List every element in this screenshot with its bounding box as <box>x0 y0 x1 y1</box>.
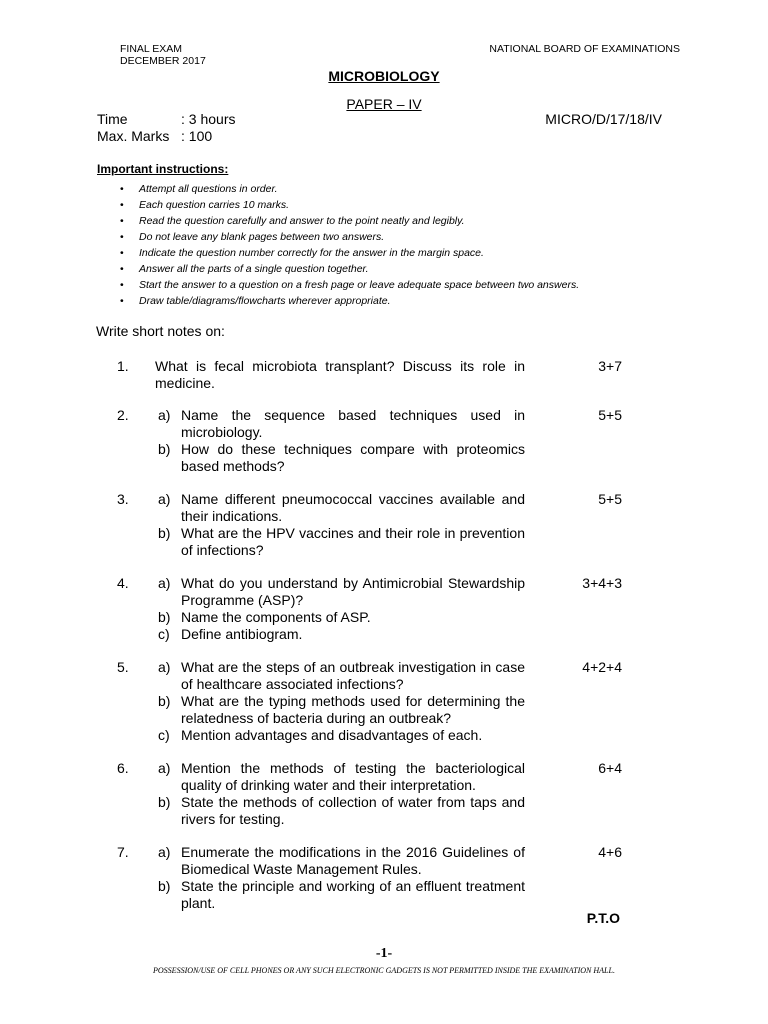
time-marks-block <box>97 111 235 145</box>
question-number: 1. <box>117 358 129 374</box>
question-part <box>155 727 525 744</box>
question-part <box>155 659 525 693</box>
part-text: Name the sequence based techniques used in microbiology. <box>181 407 525 440</box>
part-text: Name different pneumococcal vaccines available and their indications. <box>181 491 525 524</box>
instruction-item <box>120 215 579 231</box>
question-part <box>155 407 525 441</box>
exam-meta <box>120 43 206 67</box>
question-body <box>155 407 525 475</box>
part-label: b) <box>158 693 171 709</box>
question-part <box>155 693 525 727</box>
write-notes-heading: Write short notes on: <box>96 323 225 339</box>
instruction-item <box>120 247 579 263</box>
question-body <box>155 760 525 828</box>
part-text: Mention the methods of testing the bacteriological quality of drinking water and their interpretation. <box>181 760 525 793</box>
question-part <box>155 878 525 912</box>
question-marks: 5+5 <box>598 407 622 423</box>
question-body <box>155 844 525 912</box>
time-label: Time <box>97 111 128 127</box>
question-part <box>155 844 525 878</box>
question-number: 6. <box>117 760 129 776</box>
part-text: Mention advantages and disadvantages of each. <box>181 727 483 743</box>
part-label: c) <box>158 727 170 743</box>
paper-title: PAPER – IV <box>346 96 422 112</box>
instruction-text: Do not leave any blank pages between two answers. <box>139 231 385 243</box>
part-label: b) <box>158 525 171 541</box>
question-number: 5. <box>117 659 129 675</box>
question-part <box>155 794 525 828</box>
footer-notice: POSSESSION/USE OF CELL PHONES OR ANY SUCH ELECTRONIC GADGETS IS NOT PERMITTED INSIDE THE EXAMINATION HALL. <box>153 966 615 975</box>
question-part <box>155 441 525 475</box>
board-name: NATIONAL BOARD OF EXAMINATIONS <box>489 43 680 55</box>
question-marks: 3+7 <box>598 358 622 374</box>
part-label: c) <box>158 626 170 642</box>
question-body <box>155 575 525 643</box>
question-marks: 5+5 <box>598 491 622 507</box>
marks-label: Max. Marks <box>97 128 170 144</box>
part-text: Define antibiogram. <box>181 626 303 642</box>
part-text: Name the components of ASP. <box>181 609 371 625</box>
instruction-item <box>120 183 579 199</box>
part-label: a) <box>158 575 171 591</box>
instruction-text: Indicate the question number correctly for the answer in the margin space. <box>139 247 484 259</box>
exam-session: DECEMBER 2017 <box>120 55 206 67</box>
part-label: a) <box>158 407 171 423</box>
question-part <box>155 609 525 626</box>
subject-title: MICROBIOLOGY <box>328 68 440 84</box>
question-body <box>155 659 525 744</box>
instruction-text: Attempt all questions in order. <box>139 183 278 195</box>
page-number: -1- <box>375 946 393 961</box>
bullet-icon: • <box>120 279 124 291</box>
part-label: a) <box>158 659 171 675</box>
instruction-item <box>120 295 579 311</box>
marks-value: : 100 <box>181 128 213 144</box>
time-value: : 3 hours <box>181 111 236 127</box>
part-label: b) <box>158 441 171 457</box>
question-marks: 4+2+4 <box>582 659 622 675</box>
exam-label: FINAL EXAM <box>120 43 183 55</box>
pto-label: P.T.O <box>586 910 620 926</box>
instruction-text: Start the answer to a question on a fresh page or leave adequate space between two answers. <box>139 279 580 291</box>
question-part <box>155 491 525 525</box>
question-part <box>155 525 525 559</box>
bullet-icon: • <box>120 247 124 259</box>
instruction-item <box>120 279 579 295</box>
instruction-item <box>120 263 579 279</box>
question-body <box>155 491 525 559</box>
question-part <box>155 760 525 794</box>
part-label: b) <box>158 794 171 810</box>
part-text: What are the HPV vaccines and their role in prevention of infections? <box>181 525 525 558</box>
part-label: a) <box>158 760 171 776</box>
part-text: How do these techniques compare with proteomics based methods? <box>181 441 525 474</box>
question-body <box>155 358 525 392</box>
question-number: 4. <box>117 575 129 591</box>
instruction-text: Read the question carefully and answer to the point neatly and legibly. <box>139 215 465 227</box>
part-text: State the principle and working of an effluent treatment plant. <box>181 878 525 911</box>
part-label: b) <box>158 878 171 894</box>
question-marks: 3+4+3 <box>582 575 622 591</box>
instructions-title: Important instructions: <box>97 162 229 176</box>
instruction-text: Draw table/diagrams/flowcharts wherever appropriate. <box>139 295 391 307</box>
part-text: State the methods of collection of water from taps and rivers for testing. <box>181 794 525 827</box>
question-number: 3. <box>117 491 129 507</box>
question-marks: 6+4 <box>598 760 622 776</box>
question-marks: 4+6 <box>598 844 622 860</box>
instruction-item <box>120 231 579 247</box>
part-text: Enumerate the modifications in the 2016 Guidelines of Biomedical Waste Management Rules. <box>181 844 525 877</box>
question-part <box>155 575 525 609</box>
question-part <box>155 626 525 643</box>
part-text: What do you understand by Antimicrobial Stewardship Programme (ASP)? <box>181 575 525 608</box>
instruction-text: Answer all the parts of a single question together. <box>139 263 369 275</box>
paper-code: MICRO/D/17/18/IV <box>545 111 662 127</box>
question-text: What is fecal microbiota transplant? Discuss its role in medicine. <box>155 358 525 391</box>
part-label: b) <box>158 609 171 625</box>
part-text: What are the steps of an outbreak investigation in case of healthcare associated infections? <box>181 659 525 692</box>
bullet-icon: • <box>120 263 124 275</box>
question-number: 7. <box>117 844 129 860</box>
question-number: 2. <box>117 407 129 423</box>
instructions-list <box>120 183 579 311</box>
part-label: a) <box>158 491 171 507</box>
instruction-text: Each question carries 10 marks. <box>139 199 289 211</box>
bullet-icon: • <box>120 183 124 195</box>
bullet-icon: • <box>120 295 124 307</box>
bullet-icon: • <box>120 231 124 243</box>
instruction-item <box>120 199 579 215</box>
part-label: a) <box>158 844 171 860</box>
part-text: What are the typing methods used for determining the relatedness of bacteria during an outbreak? <box>181 693 525 726</box>
bullet-icon: • <box>120 215 124 227</box>
bullet-icon: • <box>120 199 124 211</box>
